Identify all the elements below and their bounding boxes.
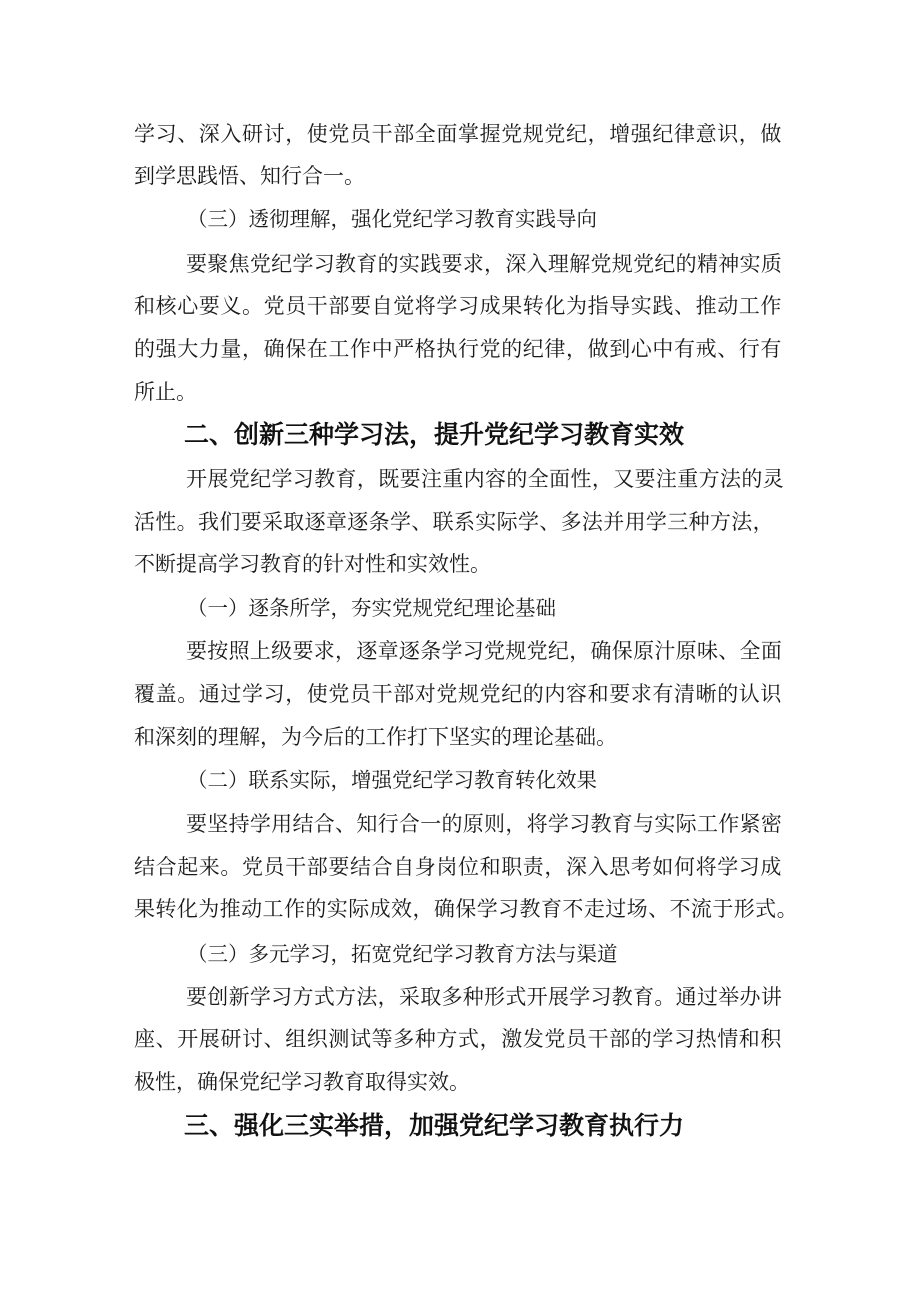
paragraph-line: 结合起来。党员干部要结合自身岗位和职责，深入思考如何将学习成	[134, 855, 782, 879]
paragraph-line: 活性。我们要采取逐章逐条学、联系实际学、多法并用学三种方法，	[134, 510, 774, 534]
paragraph-line: 要按照上级要求，逐章逐条学习党规党纪，确保原汁原味、全面	[186, 639, 783, 663]
paragraph-line: 果转化为推动工作的实际成效，确保学习教育不走过场、不流于形式。	[134, 897, 799, 921]
paragraph-line: 要坚持学用结合、知行合一的原则，将学习教育与实际工作紧密	[186, 812, 783, 836]
subsection-title: （二）联系实际，增强党纪学习教育转化效果	[187, 768, 597, 792]
subsection-title: （三）多元学习，拓宽党纪学习教育方法与渠道	[187, 942, 618, 966]
paragraph-line: 所止。	[134, 380, 197, 404]
paragraph-line: 开展党纪学习教育，既要注重内容的全面性，又要注重方法的灵	[186, 467, 785, 491]
paragraph-line: 学习、深入研讨，使党员干部全面掌握党规党纪，增强纪律意识，做	[134, 122, 782, 146]
paragraph-line: 极性，确保党纪学习教育取得实效。	[134, 1070, 470, 1094]
paragraph-line: 座、开展研讨、组织测试等多种方式，激发党员干部的学习热情和积	[134, 1027, 782, 1051]
paragraph-line: 覆盖。通过学习，使党员干部对党规党纪的内容和要求有清晰的认识	[134, 682, 782, 706]
paragraph-line: 和核心要义。党员干部要自觉将学习成果转化为指导实践、推动工作	[134, 294, 782, 318]
section-heading: 二、创新三种学习法，提升党纪学习教育实效	[184, 420, 685, 449]
paragraph-line: 不断提高学习教育的针对性和实效性。	[134, 552, 491, 576]
paragraph-line: 要聚焦党纪学习教育的实践要求，深入理解党规党纪的精神实质	[186, 252, 783, 276]
section-heading: 三、强化三实举措，加强党纪学习教育执行力	[184, 1111, 685, 1140]
paragraph-line: 和深刻的理解，为今后的工作打下坚实的理论基础。	[134, 725, 617, 749]
paragraph-line: 要创新学习方式方法，采取多种形式开展学习教育。通过举办讲	[186, 985, 783, 1009]
subsection-title: （三）透彻理解，强化党纪学习教育实践导向	[187, 207, 597, 231]
paragraph-line: 到学思践悟、知行合一。	[134, 164, 365, 188]
subsection-title: （一）逐条所学，夯实党规党纪理论基础	[187, 596, 556, 620]
paragraph-line: 的强大力量，确保在工作中严格执行党的纪律，做到心中有戒、行有	[134, 337, 782, 361]
